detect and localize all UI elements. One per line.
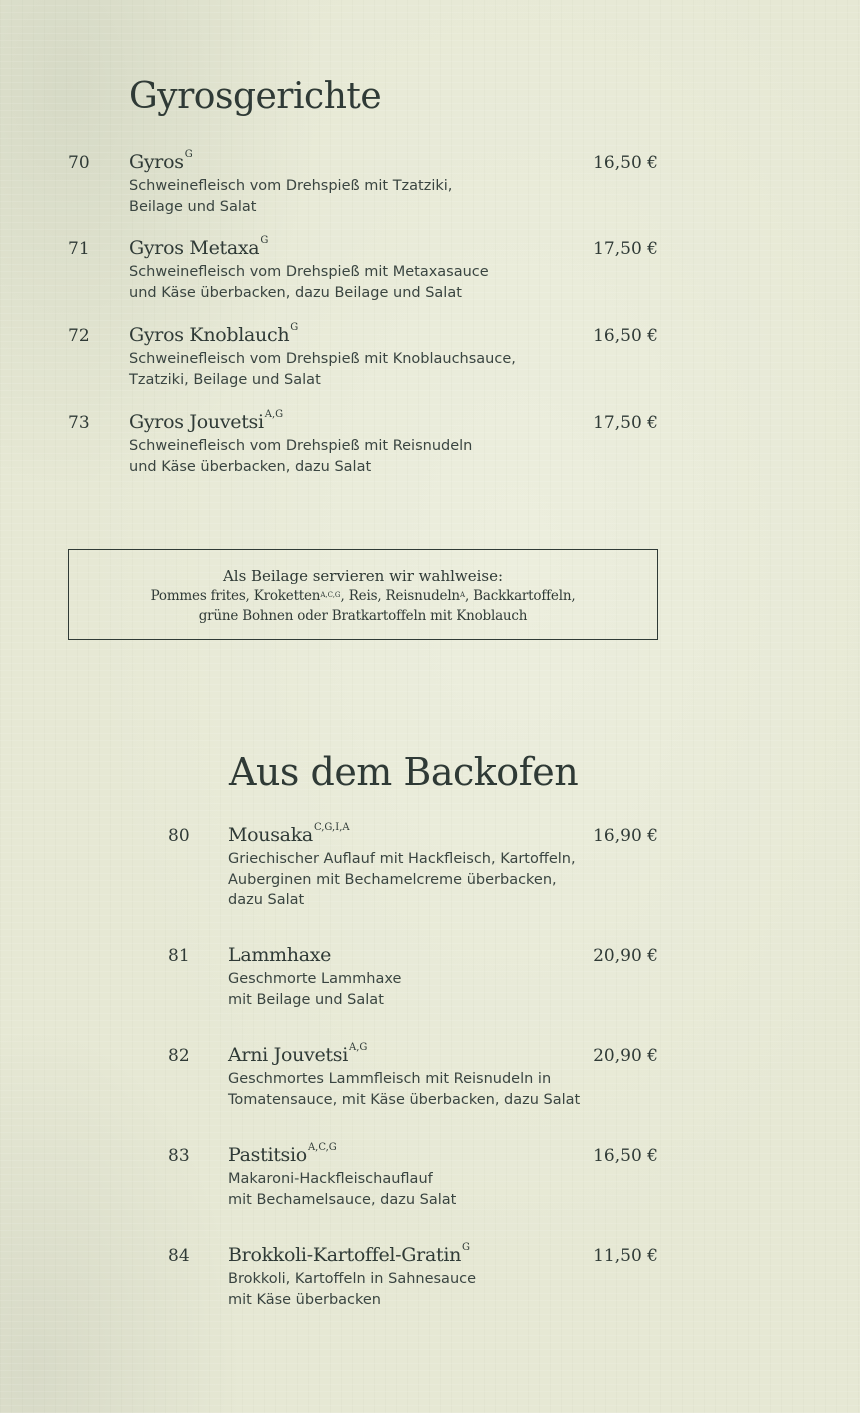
allergen-codes: G <box>462 1242 471 1253</box>
side-dish-title: Als Beilage servieren wir wahlweise: <box>222 567 504 585</box>
item-description: Schweinefleisch vom Drehspieß mit Metaxasauce und Käse überbacken, dazu Beilage und Salat <box>129 264 489 301</box>
item-name: Brokkoli-Kartoffel-Gratin$^G$ <box>228 1242 471 1266</box>
side-dish-info-box <box>68 549 658 640</box>
menu-item-70 <box>68 149 658 215</box>
menu-item-83 <box>168 1142 658 1208</box>
item-number: 84 <box>168 1246 190 1266</box>
item-description: Geschmorte Lammhaxe mit Beilage und Salat <box>228 971 402 1008</box>
item-price: 20,90 € <box>593 946 658 966</box>
item-number: 72 <box>68 326 90 346</box>
item-name: Gyros Metaxa$^G$ <box>129 235 269 259</box>
item-description: Griechischer Auflauf mit Hackfleisch, Kartoffeln, Auberginen mit Bechamelcreme überbacken, dazu Salat <box>228 851 576 908</box>
side-dish-options-line-1: Pommes frites, Kroketten$^{A,C,G}$, Reis, Reisnudeln$^A$, Backkartoffeln, <box>150 588 576 604</box>
item-number: 81 <box>168 946 190 966</box>
item-number: 82 <box>168 1046 190 1066</box>
item-price: 16,90 € <box>593 826 658 846</box>
item-name: Arni Jouvetsi$^{A,G}$ <box>228 1042 368 1066</box>
menu-item-80 <box>168 822 658 908</box>
allergen-codes: G <box>290 322 299 333</box>
side-dish-options-line-2: grüne Bohnen oder Bratkartoffeln mit Knoblauch <box>198 608 528 624</box>
item-number: 83 <box>168 1146 190 1166</box>
item-name: Gyros Knoblauch$^G$ <box>129 322 299 346</box>
allergen-codes: A,C,G <box>307 1142 337 1153</box>
menu-item-73 <box>68 409 658 475</box>
allergen-codes: A,G <box>349 1042 368 1053</box>
allergen-codes: G <box>184 149 193 160</box>
allergen-codes: C,G,I,A <box>313 822 350 833</box>
menu-item-82 <box>168 1042 658 1108</box>
allergen-codes: G <box>260 235 269 246</box>
allergen-codes: A <box>459 591 465 599</box>
item-description: Schweinefleisch vom Drehspieß mit Tzatziki, Beilage und Salat <box>129 178 453 215</box>
item-description: Geschmortes Lammfleisch mit Reisnudeln in Tomatensauce, mit Käse überbacken, dazu Salat <box>228 1071 581 1108</box>
item-description: Brokkoli, Kartoffeln in Sahnesauce mit Käse überbacken <box>228 1271 477 1308</box>
item-name: Gyros$^G$ <box>129 149 193 173</box>
menu-item-81 <box>168 946 658 1006</box>
item-number: 73 <box>68 413 90 433</box>
item-number: 80 <box>168 826 190 846</box>
item-price: 17,50 € <box>593 239 658 259</box>
menu-item-71 <box>68 235 658 301</box>
item-price: 16,50 € <box>593 153 658 173</box>
item-price: 16,50 € <box>593 326 658 346</box>
section-title-aus-dem-backofen: Aus dem Backofen <box>229 750 579 794</box>
item-description: Makaroni-Hackfleischauflauf mit Bechamelsauce, dazu Salat <box>228 1171 457 1208</box>
item-name: Lammhaxe <box>228 944 332 966</box>
section-title-gyrosgerichte: Gyrosgerichte <box>129 76 382 117</box>
item-price: 11,50 € <box>593 1246 658 1266</box>
menu-item-72 <box>68 322 658 388</box>
allergen-codes: A,G <box>264 409 284 420</box>
item-number: 70 <box>68 153 90 173</box>
item-name: Pastitsio$^{A,C,G}$ <box>228 1142 337 1166</box>
menu-item-84 <box>168 1242 658 1308</box>
item-price: 17,50 € <box>593 413 658 433</box>
item-description: Schweinefleisch vom Drehspieß mit Knoblauchsauce, Tzatziki, Beilage und Salat <box>129 351 516 388</box>
item-price: 20,90 € <box>593 1046 658 1066</box>
item-price: 16,50 € <box>593 1146 658 1166</box>
allergen-codes: A,C,G <box>320 591 341 599</box>
item-name: Gyros Jouvetsi$^{A,G}$ <box>129 409 284 433</box>
item-number: 71 <box>68 239 90 259</box>
item-name: Mousaka$^{C,G,I,A}$ <box>228 822 350 846</box>
item-description: Schweinefleisch vom Drehspieß mit Reisnudeln und Käse überbacken, dazu Salat <box>129 438 473 475</box>
